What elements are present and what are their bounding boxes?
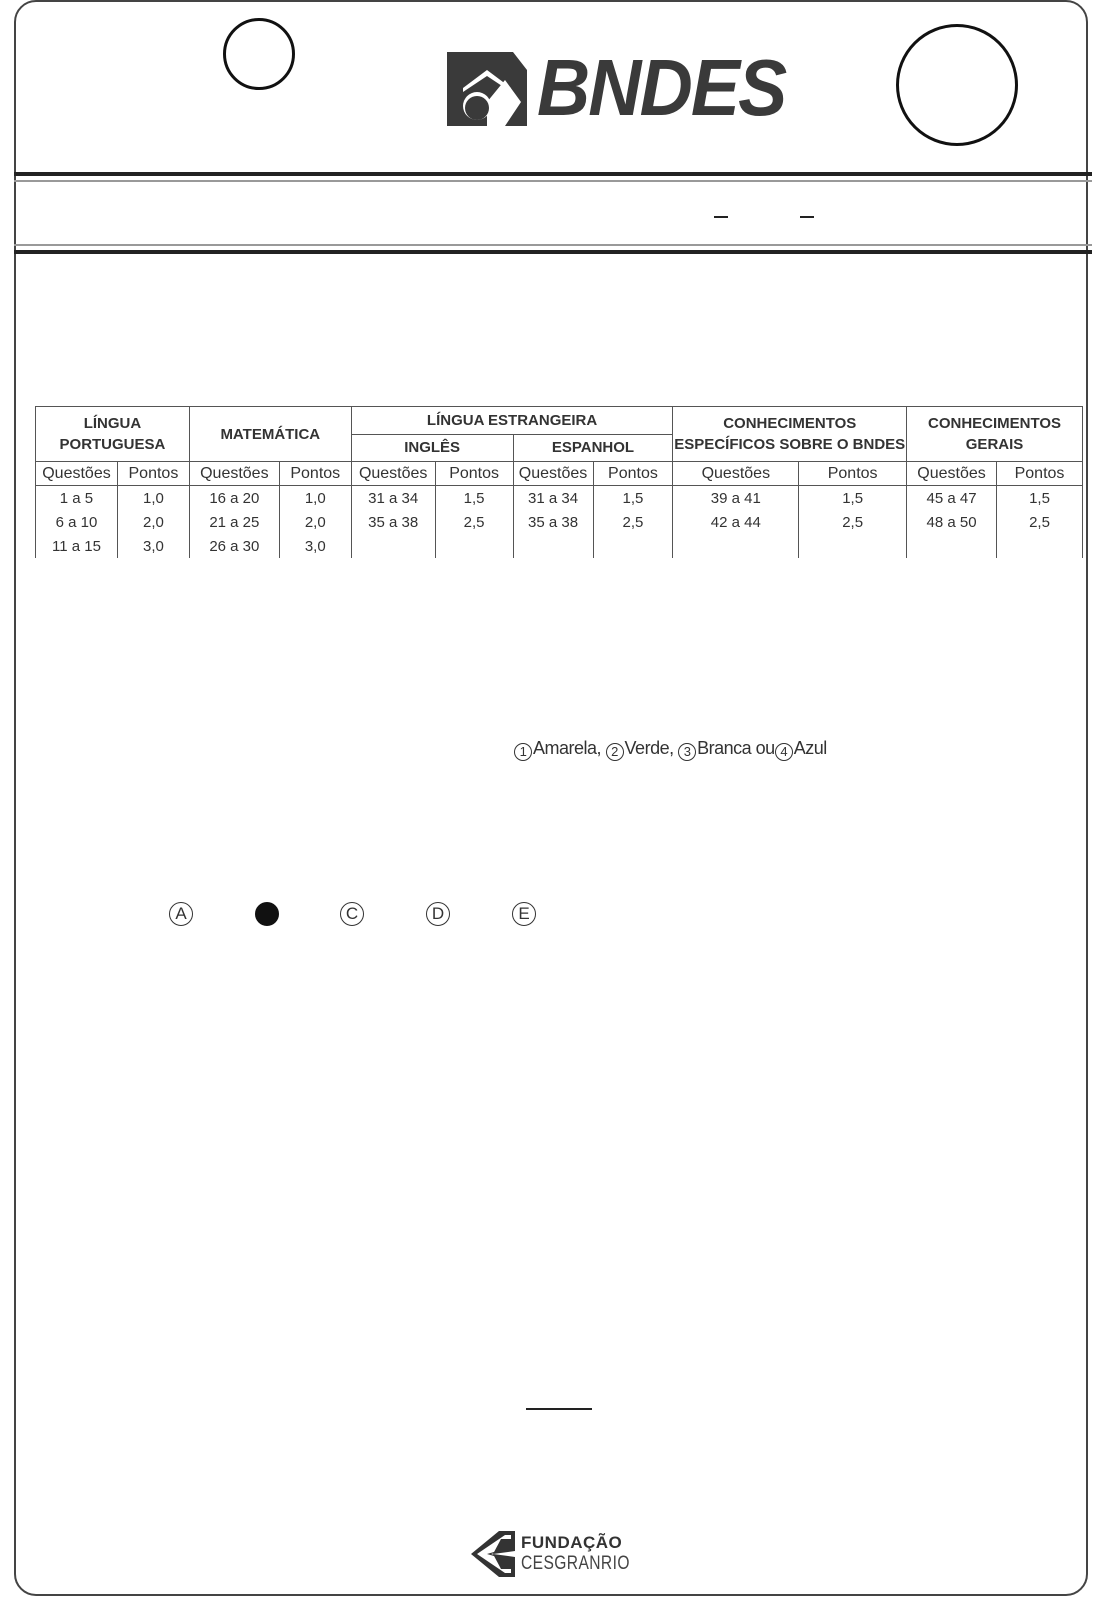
cesgranrio-mark-icon <box>471 1531 517 1577</box>
table-row <box>36 486 1083 511</box>
col-pontos: Pontos <box>799 462 907 486</box>
table-cell: 2,5 <box>997 510 1083 534</box>
or-word: ou <box>755 738 775 758</box>
color-verde: Verde, <box>624 738 674 758</box>
table-cell: 1 a 5 <box>36 486 118 511</box>
cesgranrio-logo <box>471 1531 641 1577</box>
registration-circle-right <box>896 24 1018 146</box>
col-questoes: Questões <box>673 462 799 486</box>
table-cell: 2,5 <box>593 510 673 534</box>
bndes-logo <box>447 43 787 132</box>
header-rule-bottom-thin <box>14 244 1092 246</box>
col-pontos: Pontos <box>435 462 513 486</box>
table-row <box>36 510 1083 534</box>
col-questoes: Questões <box>513 462 593 486</box>
col-pontos: Pontos <box>279 462 351 486</box>
answer-bubble-b-filled <box>255 902 279 926</box>
table-cell <box>907 534 997 558</box>
option-number-1: 1 <box>514 743 532 761</box>
answer-bubble-c: C <box>340 902 364 926</box>
color-branca: Branca <box>697 738 752 758</box>
table-cell <box>799 534 907 558</box>
table-cell <box>673 534 799 558</box>
header-conhecimentos-gerais: CONHECIMENTOS GERAIS <box>907 407 1083 462</box>
blank-dash-2 <box>800 216 814 218</box>
header-rule-top <box>14 172 1092 176</box>
bndes-logo-mark-icon <box>447 52 527 126</box>
underline-mark <box>526 1408 592 1410</box>
table-cell: 11 a 15 <box>36 534 118 558</box>
table-cell: 1,5 <box>593 486 673 511</box>
table-cell: 1,0 <box>117 486 189 511</box>
table-cell: 45 a 47 <box>907 486 997 511</box>
col-pontos: Pontos <box>997 462 1083 486</box>
col-questoes: Questões <box>351 462 435 486</box>
header-lingua-portuguesa: LÍNGUA PORTUGUESA <box>36 407 190 462</box>
score-table <box>35 406 1083 558</box>
table-cell: 21 a 25 <box>189 510 279 534</box>
table-cell <box>435 534 513 558</box>
answer-bubble-a: A <box>169 902 193 926</box>
table-cell: 31 a 34 <box>513 486 593 511</box>
table-cell: 1,5 <box>435 486 513 511</box>
booklet-color-options <box>514 738 827 761</box>
table-cell: 2,5 <box>435 510 513 534</box>
table-cell: 26 a 30 <box>189 534 279 558</box>
table-cell: 16 a 20 <box>189 486 279 511</box>
table-cell: 1,5 <box>997 486 1083 511</box>
header-matematica: MATEMÁTICA <box>189 407 351 462</box>
table-cell: 35 a 38 <box>513 510 593 534</box>
header-rule-bottom <box>14 250 1092 254</box>
table-cell: 39 a 41 <box>673 486 799 511</box>
table-cell <box>997 534 1083 558</box>
blank-dash-1 <box>714 216 728 218</box>
header-rule-top-thin <box>14 180 1092 182</box>
table-cell: 31 a 34 <box>351 486 435 511</box>
table-cell <box>351 534 435 558</box>
answer-bubble-e: E <box>512 902 536 926</box>
col-pontos: Pontos <box>117 462 189 486</box>
option-number-3: 3 <box>678 743 696 761</box>
page-border <box>14 0 1088 1596</box>
bndes-logo-text: BNDES <box>537 43 786 132</box>
header-espanhol: ESPANHOL <box>513 434 673 462</box>
table-cell <box>513 534 593 558</box>
table-cell: 6 a 10 <box>36 510 118 534</box>
color-amarela: Amarela, <box>533 738 602 758</box>
option-number-4: 4 <box>775 743 793 761</box>
table-cell: 48 a 50 <box>907 510 997 534</box>
table-cell: 1,5 <box>799 486 907 511</box>
col-questoes: Questões <box>36 462 118 486</box>
header-ingles: INGLÊS <box>351 434 513 462</box>
header-lingua-estrangeira: LÍNGUA ESTRANGEIRA <box>351 407 673 435</box>
header-conhecimentos-especificos: CONHECIMENTOS ESPECÍFICOS SOBRE O BNDES <box>673 407 907 462</box>
table-cell: 3,0 <box>279 534 351 558</box>
table-row <box>36 534 1083 558</box>
col-pontos: Pontos <box>593 462 673 486</box>
table-cell <box>593 534 673 558</box>
logo-line-fundacao: FUNDAÇÃO <box>521 1533 623 1552</box>
color-azul: Azul <box>793 738 827 758</box>
logo-line-cesgranrio: CESGRANRIO <box>521 1553 630 1574</box>
table-cell: 1,0 <box>279 486 351 511</box>
col-questoes: Questões <box>189 462 279 486</box>
registration-circle-left <box>223 18 295 90</box>
table-cell: 2,5 <box>799 510 907 534</box>
col-questoes: Questões <box>907 462 997 486</box>
table-cell: 35 a 38 <box>351 510 435 534</box>
table-cell: 3,0 <box>117 534 189 558</box>
option-number-2: 2 <box>606 743 624 761</box>
answer-bubble-d: D <box>426 902 450 926</box>
table-cell: 2,0 <box>117 510 189 534</box>
table-cell: 2,0 <box>279 510 351 534</box>
table-cell: 42 a 44 <box>673 510 799 534</box>
